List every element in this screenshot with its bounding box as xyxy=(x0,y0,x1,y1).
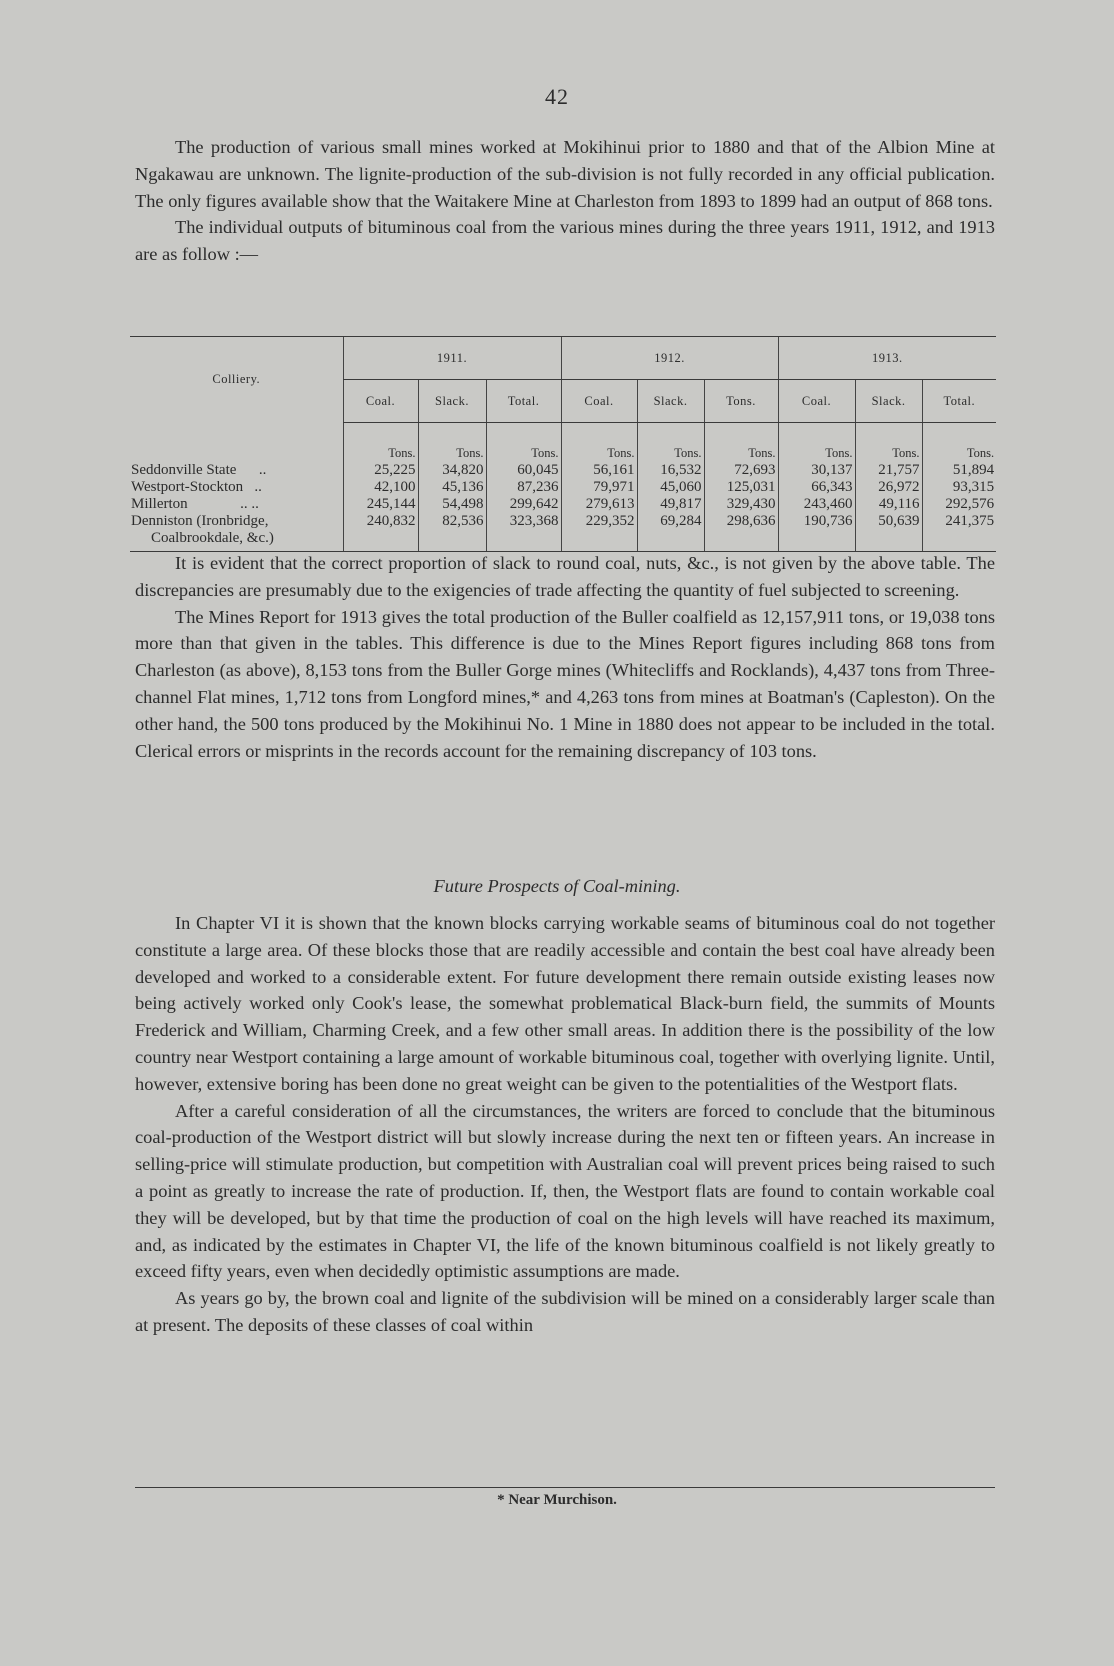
column-header: Coal. xyxy=(343,380,418,423)
unit-label: Tons. xyxy=(855,423,922,463)
year-header: 1913. xyxy=(778,337,996,380)
table-cell: 243,460 xyxy=(778,496,855,513)
table-cell: 241,375 xyxy=(922,513,996,552)
column-header: Total. xyxy=(486,380,561,423)
table-cell: 93,315 xyxy=(922,479,996,496)
unit-label: Tons. xyxy=(637,423,704,463)
column-header: Slack. xyxy=(637,380,704,423)
footnote-divider xyxy=(135,1487,995,1488)
table-cell: 299,642 xyxy=(486,496,561,513)
year-header: 1911. xyxy=(343,337,561,380)
table-cell: 21,757 xyxy=(855,462,922,479)
table-cell: 72,693 xyxy=(704,462,778,479)
paragraph: The Mines Report for 1913 gives the total production of the Buller coalfield as 12,157,911 tons, or 19,038 tons more than that given in the tables. This difference is due to the Mines Report figures including 868 tons from Charleston (as above), 8,153 tons from the Buller Gorge mines (Whitecliffs and Rocklands), 4,437 tons from Three-channel Flat mines, 1,712 tons from Longford mines,* and 4,263 tons from mines at Boatman's (Capleston). On the other hand, the 500 tons produced by the Mokihinui No. 1 Mine in 1880 does not appear to be included in the total. Clerical errors or misprints in the records account for the remaining discrepancy of 103 tons. xyxy=(135,606,995,761)
paragraph: The production of various small mines worked at Mokihinui prior to 1880 and that of the Albion Mine at Ngakawau are unknown. The lignite-production of the sub-division is not fully recorded in any official publication. The only figures available show that the Waitakere Mine at Charleston from 1893 to 1899 had an output of 868 tons. xyxy=(135,137,995,211)
table-cell: 56,161 xyxy=(561,462,637,479)
table-cell: 60,045 xyxy=(486,462,561,479)
table-row xyxy=(130,479,996,496)
colliery-name: Seddonville State .. xyxy=(131,462,267,478)
column-header: Total. xyxy=(922,380,996,423)
prospects-text xyxy=(135,910,995,1339)
table-row xyxy=(130,462,996,479)
table-cell: 245,144 xyxy=(343,496,418,513)
unit-label: Tons. xyxy=(418,423,486,463)
column-header: Coal. xyxy=(778,380,855,423)
table-cell: 49,116 xyxy=(855,496,922,513)
unit-label: Tons. xyxy=(922,423,996,463)
table-cell: 25,225 xyxy=(343,462,418,479)
unit-label: Tons. xyxy=(486,423,561,463)
colliery-name: Westport-Stockton .. xyxy=(131,479,262,495)
intro-text xyxy=(135,134,995,268)
table-cell: 240,832 xyxy=(343,513,418,552)
table-cell: 69,284 xyxy=(637,513,704,552)
table-cell: 50,639 xyxy=(855,513,922,552)
column-header: Slack. xyxy=(418,380,486,423)
unit-label: Tons. xyxy=(778,423,855,463)
table-cell: 66,343 xyxy=(778,479,855,496)
table-cell: 49,817 xyxy=(637,496,704,513)
table-cell: 79,971 xyxy=(561,479,637,496)
table-cell: 45,060 xyxy=(637,479,704,496)
paragraph: In Chapter VI it is shown that the known blocks carrying workable seams of bituminous coal do not together constitute a large area. Of these blocks those that are readily accessible and contain the best coal have already been developed and worked to a considerable extent. For future development there remain outside existing leases now being actively worked only Cook's lease, the somewhat problematical Black-burn field, the summits of Mounts Frederick and William, Charming Creek, and a few other small areas. In addition there is the possibility of the low country near Westport containing a large amount of workable bituminous coal, together with overlying lignite. Until, however, extensive boring has been done no great weight can be given to the potentialities of the Westport flats. xyxy=(135,913,995,1094)
table-cell: 329,430 xyxy=(704,496,778,513)
colliery-name: Denniston (Ironbridge, Coalbrookdale, &c.) xyxy=(130,513,343,552)
colliery-name: Millerton .. .. xyxy=(131,496,259,512)
table-cell: 54,498 xyxy=(418,496,486,513)
column-header: Tons. xyxy=(704,380,778,423)
section-heading: Future Prospects of Coal-mining. xyxy=(433,876,681,896)
column-header: Slack. xyxy=(855,380,922,423)
table-cell: 125,031 xyxy=(704,479,778,496)
paragraph: It is evident that the correct proportion of slack to round coal, nuts, &c., is not given by the above table. The discrepancies are presumably due to the exigencies of trade affecting the quantity of fuel subjected to screening. xyxy=(135,553,995,600)
column-header: Coal. xyxy=(561,380,637,423)
table-cell: 51,894 xyxy=(922,462,996,479)
table-cell: 292,576 xyxy=(922,496,996,513)
unit-label: Tons. xyxy=(343,423,418,463)
year-header: 1912. xyxy=(561,337,778,380)
table-cell: 298,636 xyxy=(704,513,778,552)
table-cell: 82,536 xyxy=(418,513,486,552)
unit-label: Tons. xyxy=(561,423,637,463)
table-cell: 279,613 xyxy=(561,496,637,513)
table-cell: 42,100 xyxy=(343,479,418,496)
paragraph: As years go by, the brown coal and lignite of the subdivision will be mined on a considerably larger scale than at present. The deposits of these classes of coal within xyxy=(135,1288,995,1335)
table-cell: 16,532 xyxy=(637,462,704,479)
paragraph: The individual outputs of bituminous coal from the various mines during the three years 1911, 1912, and 1913 are as follow :— xyxy=(135,217,995,265)
table-row xyxy=(130,513,996,552)
coal-output-table xyxy=(130,336,996,552)
table-cell: 87,236 xyxy=(486,479,561,496)
table-cell: 323,368 xyxy=(486,513,561,552)
table-cell: 26,972 xyxy=(855,479,922,496)
table-cell: 190,736 xyxy=(778,513,855,552)
unit-label: Tons. xyxy=(704,423,778,463)
paragraph: After a careful consideration of all the circumstances, the writers are forced to conclude that the bituminous coal-production of the Westport district will but slowly increase during the next ten or fifteen years. An increase in selling-price will stimulate production, but competition with Australian coal will prevent prices being raised to such a point as greatly to increase the rate of production. If, then, the Westport flats are found to contain workable coal they will be developed, but by that time the production of coal on the high levels will have reached its maximum, and, as indicated by the estimates in Chapter VI, the life of the known bituminous coalfield is not likely greatly to exceed fifty years, even when decidedly optimistic assumptions are made. xyxy=(135,1100,995,1282)
table-row xyxy=(130,496,996,513)
page-number: 42 xyxy=(545,84,569,109)
units-row xyxy=(130,423,996,463)
table-cell: 45,136 xyxy=(418,479,486,496)
table-cell: 34,820 xyxy=(418,462,486,479)
colliery-header: Colliery. xyxy=(130,337,343,423)
footnote: * Near Murchison. xyxy=(497,1492,617,1508)
discussion-text xyxy=(135,550,995,764)
table-cell: 229,352 xyxy=(561,513,637,552)
table-cell: 30,137 xyxy=(778,462,855,479)
